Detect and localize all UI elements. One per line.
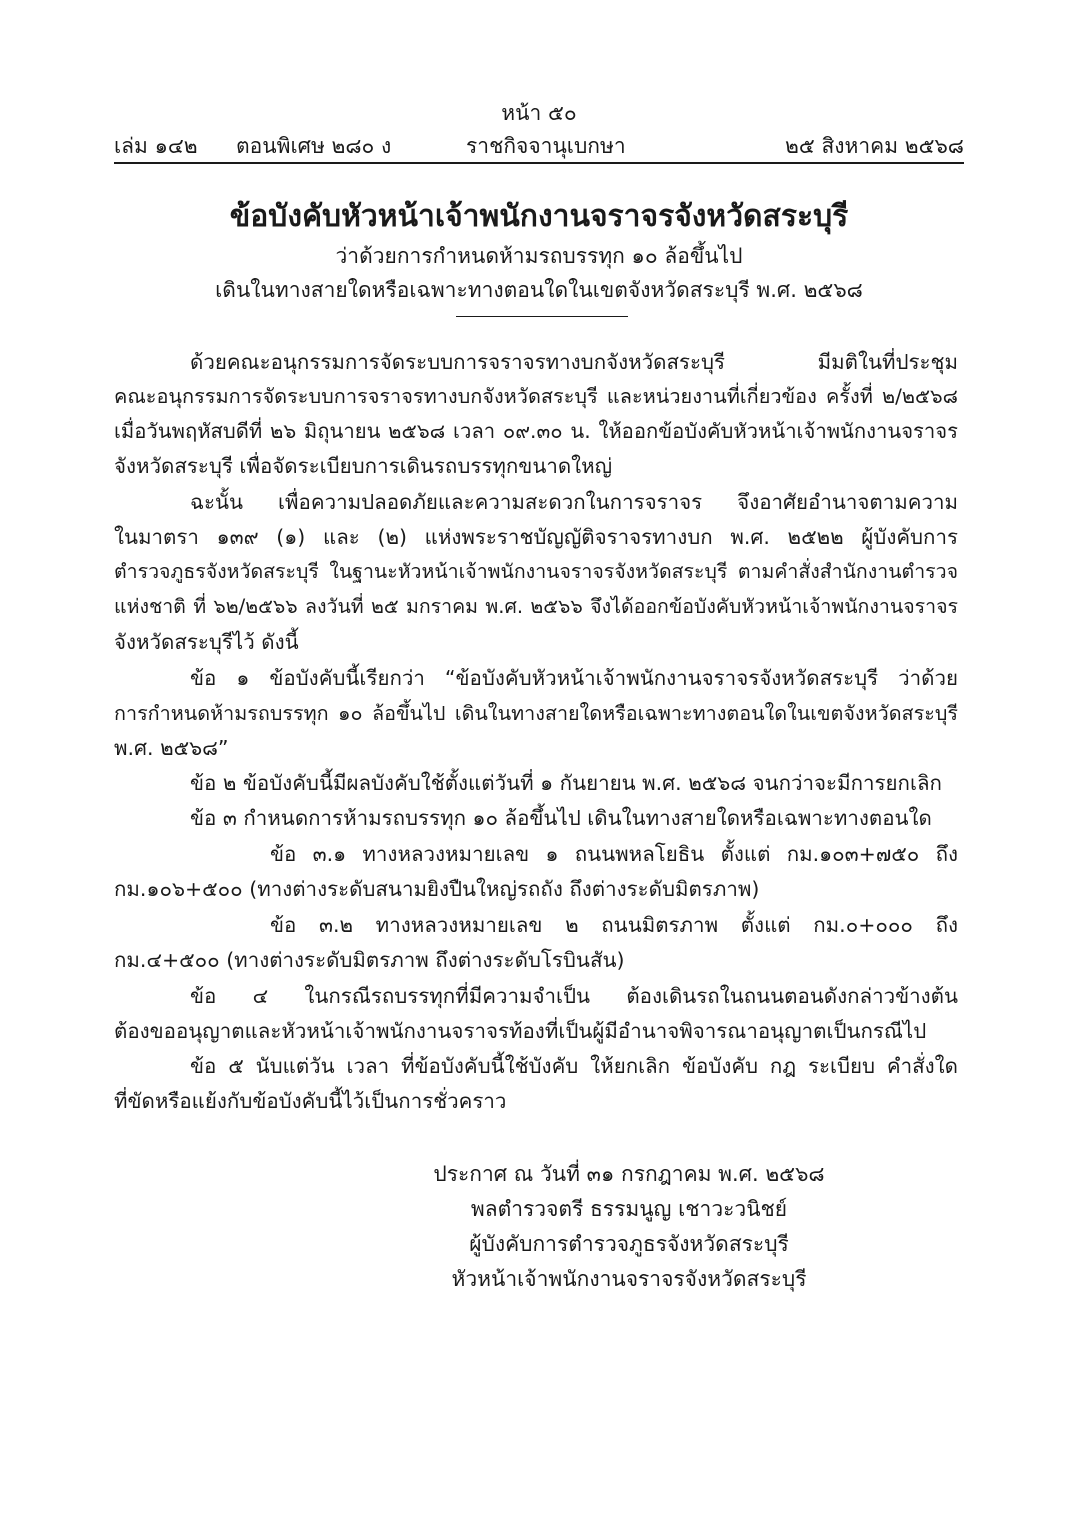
clause-3-1: ข้อ ๓.๑ ทางหลวงหมายเลข ๑ ถนนพหลโยธิน ตั้งแต่ กม.๑๐๓+๗๕๐ ถึง	[270, 842, 958, 866]
clause-3: ข้อ ๓ กำหนดการห้ามรถบรรทุก ๑๐ ล้อขึ้นไป เดินในทางสายใดหรือเฉพาะทางตอนใด	[190, 806, 932, 830]
clause-2: ข้อ ๒ ข้อบังคับนี้มีผลบังคับใช้ตั้งแต่วันที่ ๑ กันยายน พ.ศ. ๒๕๖๘ จนกว่าจะมีการยกเลิก	[190, 771, 942, 795]
body-line: แห่งชาติ ที่ ๖๒/๒๕๖๖ ลงวันที่ ๒๕ มกราคม พ.ศ. ๒๕๖๖ จึงได้ออกข้อบังคับหัวหน้าเจ้าพนักงานจราจร	[114, 595, 958, 618]
signatory-name: พลตำรวจตรี ธรรมนูญ เชาวะวนิชย์	[470, 1197, 788, 1221]
publication-name: ราชกิจจานุเบกษา	[466, 134, 626, 158]
volume-label: เล่ม ๑๔๒	[114, 134, 198, 158]
announcement-date: ประกาศ ณ วันที่ ๓๑ กรกฎาคม พ.ศ. ๒๕๖๘	[433, 1162, 825, 1186]
clause-1: ข้อ ๑ ข้อบังคับนี้เรียกว่า “ข้อบังคับหัวหน้าเจ้าพนักงานจราจรจังหวัดสระบุรี ว่าด้วย	[190, 666, 958, 690]
signatory-position-2: หัวหน้าเจ้าพนักงานจราจรจังหวัดสระบุรี	[451, 1267, 807, 1291]
document-title: ข้อบังคับหัวหน้าเจ้าพนักงานจราจรจังหวัดสระบุรี	[229, 199, 849, 234]
body-line: ในมาตรา ๑๓๙ (๑) และ (๒) แห่งพระราชบัญญัติจราจรทางบก พ.ศ. ๒๕๒๒ ผู้บังคับการ	[114, 525, 958, 549]
header-divider	[114, 162, 964, 164]
title-divider	[456, 316, 628, 317]
body-line: จังหวัดสระบุรี เพื่อจัดระเบียบการเดินรถบรรทุกขนาดใหญ่	[114, 454, 613, 478]
clause-4: ข้อ ๔ ในกรณีรถบรรทุกที่มีความจำเป็น ต้องเดินรถในถนนตอนดังกล่าวข้างต้น	[190, 984, 958, 1008]
document-subtitle-2: เดินในทางสายใดหรือเฉพาะทางตอนใดในเขตจังหวัดสระบุรี พ.ศ. ๒๕๖๘	[215, 278, 863, 302]
body-line: ต้องขออนุญาตและหัวหน้าเจ้าพนักงานจราจรท้องที่เป็นผู้มีอำนาจพิจารณาอนุญาตเป็นกรณีไป	[114, 1019, 927, 1043]
body-line: จังหวัดสระบุรีไว้ ดังนี้	[114, 630, 299, 654]
page-number: หน้า ๕๐	[501, 101, 577, 125]
clause-5: ข้อ ๕ นับแต่วัน เวลา ที่ข้อบังคับนี้ใช้บังคับ ให้ยกเลิก ข้อบังคับ กฎ ระเบียบ คำสั่งใด	[190, 1054, 958, 1078]
body-line: พ.ศ. ๒๕๖๘”	[114, 736, 229, 760]
clause-3-2: ข้อ ๓.๒ ทางหลวงหมายเลข ๒ ถนนมิตรภาพ ตั้งแต่ กม.๐+๐๐๐ ถึง	[270, 913, 958, 937]
document-subtitle-1: ว่าด้วยการกำหนดห้ามรถบรรทุก ๑๐ ล้อขึ้นไป	[335, 244, 743, 268]
body-line: กม.๔+๕๐๐ (ทางต่างระดับมิตรภาพ ถึงต่างระดับโรบินสัน)	[114, 948, 625, 972]
body-line: การกำหนดห้ามรถบรรทุก ๑๐ ล้อขึ้นไป เดินในทางสายใดหรือเฉพาะทางตอนใดในเขตจังหวัดสระบุรี	[114, 702, 958, 725]
body-line: เมื่อวันพฤหัสบดีที่ ๒๖ มิถุนายน ๒๕๖๘ เวลา ๐๙.๓๐ น. ให้ออกข้อบังคับหัวหน้าเจ้าพนักงานจราจร	[114, 419, 958, 443]
body-line: กม.๑๐๖+๕๐๐ (ทางต่างระดับสนามยิงปืนใหญ่รถถัง ถึงต่างระดับมิตรภาพ)	[114, 877, 760, 901]
section-label: ตอนพิเศษ ๒๘๐ ง	[236, 134, 392, 158]
body-line: ตำรวจภูธรจังหวัดสระบุรี ในฐานะหัวหน้าเจ้าพนักงานจราจรจังหวัดสระบุรี ตามคำสั่งสำนักงานตำรวจ	[114, 560, 958, 583]
publication-date: ๒๕ สิงหาคม ๒๕๖๘	[785, 134, 964, 158]
body-line: ที่ขัดหรือแย้งกับข้อบังคับนี้ไว้เป็นการชั่วคราว	[114, 1089, 507, 1113]
body-line: คณะอนุกรรมการจัดระบบการจราจรทางบกจังหวัดสระบุรี และหน่วยงานที่เกี่ยวข้อง ครั้งที่ ๒/๒๕๖๘	[114, 385, 958, 408]
signatory-position-1: ผู้บังคับการตำรวจภูธรจังหวัดสระบุรี	[469, 1232, 789, 1256]
body-line: ด้วยคณะอนุกรรมการจัดระบบการจราจรทางบกจังหวัดสระบุรี มีมติในที่ประชุม	[190, 350, 958, 374]
body-line: ฉะนั้น เพื่อความปลอดภัยและความสะดวกในการจราจร จึงอาศัยอำนาจตามความ	[190, 490, 958, 514]
